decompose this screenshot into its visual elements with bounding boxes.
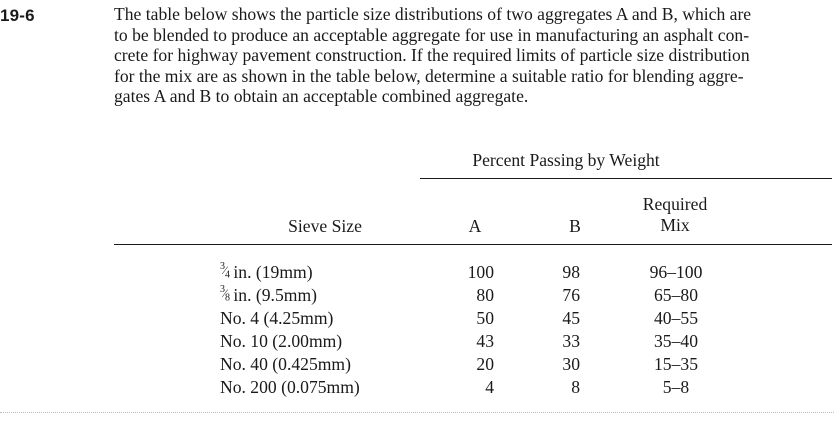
table-row-sieve: No. 40 (0.425mm) [220, 354, 351, 374]
column-header-rule [114, 244, 832, 245]
table-cell-a: 100 [467, 262, 494, 282]
table-cell-b: 98 [562, 262, 580, 282]
table-row-sieve: No. 10 (2.00mm) [220, 331, 343, 351]
column-header-required-mix [620, 194, 730, 236]
table-row-sieve: No. 4 (4.25mm) [220, 308, 334, 328]
table-cell-a: 80 [476, 285, 494, 305]
table-cell-mix: 35–40 [654, 331, 698, 351]
group-header-rule [420, 178, 832, 179]
table-cell-b: 8 [571, 377, 580, 397]
group-header-label: Percent Passing by Weight [472, 150, 660, 170]
table-row-sieve: $^3⁄_8$ in. (9.5mm) [220, 284, 317, 305]
problem-line: The table below shows the particle size distributions of two aggregates A and B, which are [114, 4, 752, 24]
column-header-a: A [468, 216, 482, 236]
table-row-sieve: No. 200 (0.075mm) [220, 377, 360, 397]
sieve-fraction: $^3⁄_4$ [220, 261, 230, 281]
table-cell-a: 20 [476, 354, 494, 374]
table-cell-a: 43 [476, 331, 494, 351]
table-cell-mix: 15–35 [654, 354, 698, 374]
problem-line: gates A and B to obtain an acceptable combined aggregate. [114, 86, 529, 106]
column-header-sieve: Sieve Size [288, 216, 362, 236]
problem-line: to be blended to produce an acceptable aggregate for use in manufacturing an asphalt con- [114, 24, 750, 45]
problem-line: for the mix are as shown in the table below, determine a suitable ratio for blending aggre- [114, 65, 744, 86]
table-cell-a: 50 [476, 308, 494, 328]
table-cell-mix: 65–80 [654, 285, 698, 305]
table-cell-b: 30 [562, 354, 580, 374]
problem-line: crete for highway pavement construction. If the required limits of particle size distribution [114, 45, 750, 65]
column-header-required-line1: Required [642, 194, 708, 214]
table-cell-mix: 40–55 [654, 308, 698, 328]
table-cell-mix: 96–100 [649, 262, 703, 282]
table-cell-a: 4 [485, 377, 494, 397]
column-header-required-line2: Mix [660, 215, 690, 235]
table-row-sieve: $^3⁄_4$ in. (19mm) [220, 261, 313, 282]
problem-number: 19-6 [0, 6, 35, 25]
column-header-b: B [569, 216, 581, 236]
table-group-header [420, 150, 832, 171]
table-cell-mix: 5–8 [662, 377, 690, 397]
table-cell-b: 76 [562, 285, 580, 305]
table-cell-b: 45 [562, 308, 580, 328]
problem-statement [114, 4, 830, 107]
sieve-fraction: $^3⁄_8$ [220, 284, 230, 304]
table-cell-b: 33 [562, 331, 580, 351]
